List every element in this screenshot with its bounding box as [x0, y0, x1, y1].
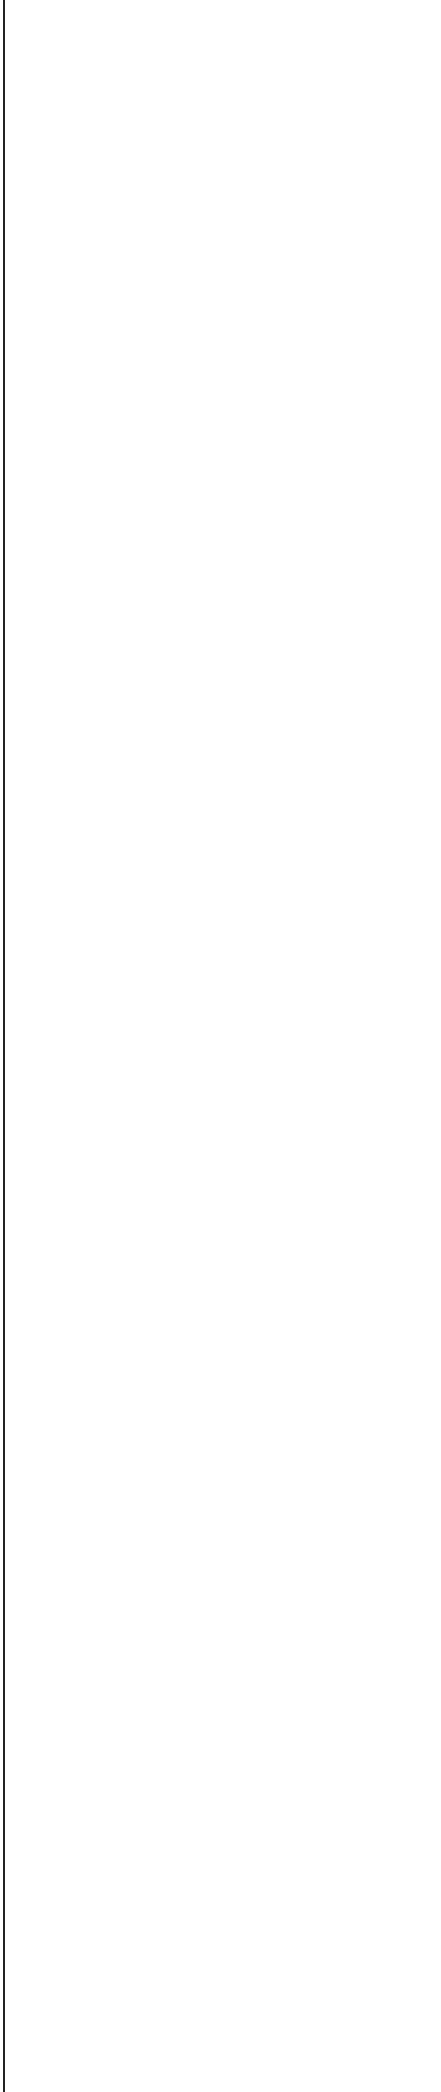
left-rule	[3, 0, 5, 2092]
